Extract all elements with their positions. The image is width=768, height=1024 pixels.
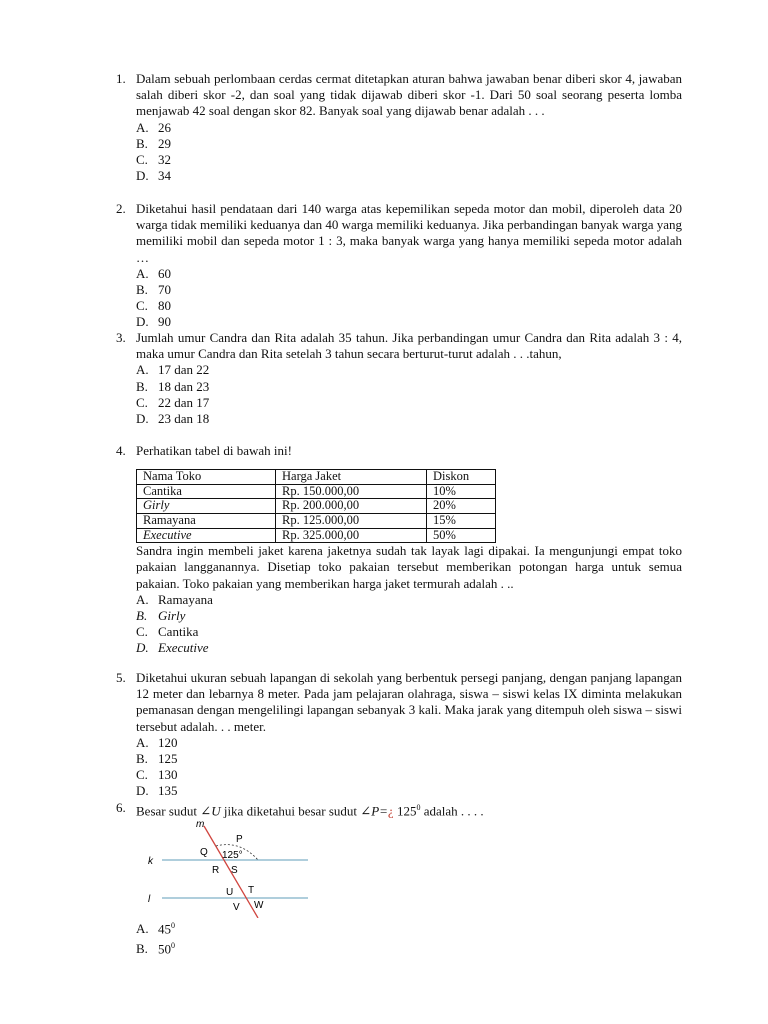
question-number: 2. xyxy=(116,201,126,216)
option-b: B. 18 dan 23 xyxy=(136,378,210,394)
option-c: C. 130 xyxy=(136,767,178,783)
option-a: A. Ramayana xyxy=(136,591,213,607)
question-stem: Besar sudut ∠U jika diketahui besar sudut ∠P=¿ $125^0$ adalah . . . . xyxy=(136,803,484,819)
table-cell: 20% xyxy=(427,499,496,514)
column-header: Diskon xyxy=(427,470,496,485)
option-d: D. 135 xyxy=(136,783,178,799)
table-cell: Rp. 125.000,00 xyxy=(276,513,427,528)
label-m: m xyxy=(196,819,205,830)
table-cell: Girly xyxy=(137,499,276,514)
label-v: V xyxy=(233,902,240,913)
column-header: Harga Jaket xyxy=(276,470,427,485)
option-b: B. $50^0$ xyxy=(136,940,175,956)
question-3 xyxy=(116,330,682,427)
question-1 xyxy=(116,71,682,184)
question-stem: Perhatikan tabel di bawah ini! xyxy=(136,443,292,458)
question-number: 6. xyxy=(116,800,126,815)
label-t: T xyxy=(248,885,255,896)
label-p: P xyxy=(236,834,243,845)
label-r: R xyxy=(212,865,220,876)
table-cell: 15% xyxy=(427,513,496,528)
question-2 xyxy=(116,201,682,331)
table-cell: Rp. 150.000,00 xyxy=(276,484,427,499)
table-row xyxy=(137,499,496,514)
table-cell: Executive xyxy=(137,528,276,543)
option-d: D. 23 dan 18 xyxy=(136,411,210,427)
option-a: A. 120 xyxy=(136,734,178,750)
table-header-row xyxy=(137,470,496,485)
option-a: A. $45^0$ xyxy=(136,921,175,937)
option-b: B. 70 xyxy=(136,282,171,298)
table-cell: Cantika xyxy=(137,484,276,499)
question-stem: Jumlah umur Candra dan Rita adalah 35 tahun. Jika perbandingan umur Candra dan Rita adalah 3 : 4, maka umur Candra dan Rita setelah 3 tahun secara berturut-turut adalah . . .tahun, xyxy=(136,330,682,362)
option-c: C. 32 xyxy=(136,152,171,168)
table-cell: 10% xyxy=(427,484,496,499)
parallel-lines-figure xyxy=(140,818,315,918)
question-number: 5. xyxy=(116,670,126,685)
question-number: 4. xyxy=(116,443,126,458)
question-6-options xyxy=(116,918,682,957)
option-d: D. 90 xyxy=(136,314,171,330)
table-cell: Ramayana xyxy=(137,513,276,528)
option-d: D. Executive xyxy=(136,640,209,656)
table-row xyxy=(137,484,496,499)
option-c: C. 80 xyxy=(136,298,171,314)
option-d: D. 34 xyxy=(136,168,171,184)
table-cell: 50% xyxy=(427,528,496,543)
column-header: Nama Toko xyxy=(137,470,276,485)
question-number: 3. xyxy=(116,330,126,345)
question-number: 1. xyxy=(116,71,126,86)
option-c: C. 22 dan 17 xyxy=(136,394,210,410)
label-k: k xyxy=(148,856,153,867)
table-cell: Rp. 200.000,00 xyxy=(276,499,427,514)
question-stem: Dalam sebuah perlombaan cerdas cermat ditetapkan aturan bahwa jawaban benar diberi skor 4, jawaban salah diberi skor -2, dan soal yang tidak dijawab diberi skor -1. Dari 50 soal seorang peserta lomba menjawab 42 soal dengan skor 82. Banyak soal yang dijawab benar adalah . . . xyxy=(136,71,682,119)
option-a: A. 26 xyxy=(136,119,171,135)
label-q: Q xyxy=(200,847,208,858)
question-stem: Diketahui hasil pendataan dari 140 warga atas kepemilikan sepeda motor dan mobil, diperoleh data 20 warga tidak memiliki keduanya dan 40 warga memiliki keduanya. Jika perbandingan banyak warga yang memiliki mobil dan sepeda motor 1 : 3, maka banyak warga yang hanya memiliki sepeda motor adalah … xyxy=(136,201,682,265)
question-4 xyxy=(116,443,682,657)
question-text: Sandra ingin membeli jaket karena jaketnya sudah tak layak lagi dipakai. Ia mengunjungi empat toko pakaian langganannya. Disetiap toko pakaian tersebut memberikan potongan harga untuk semua pakaian. Toko pakaian yang memberikan harga jaket termurah adalah . .. xyxy=(136,543,682,591)
angle-label: 125° xyxy=(222,850,243,861)
table-cell: Rp. 325.000,00 xyxy=(276,528,427,543)
option-b: B. Girly xyxy=(136,607,186,623)
option-b: B. 125 xyxy=(136,751,178,767)
question-stem: Diketahui ukuran sebuah lapangan di sekolah yang berbentuk persegi panjang, dengan panjang lapangan 12 meter dan lebarnya 8 meter. Pada jam pelajaran olahraga, siswa – siswi kelas IX diminta melakukan pemanasan dengan mengelilingi lapangan sebanyak 3 kali. Maka jarak yang ditempuh oleh siswa – siswi tersebut adalah. . . meter. xyxy=(136,670,682,734)
option-a: A. 17 dan 22 xyxy=(136,362,210,378)
option-a: A. 60 xyxy=(136,265,171,281)
store-table xyxy=(136,469,496,543)
question-6 xyxy=(116,800,682,820)
label-s: S xyxy=(231,865,238,876)
option-c: C. Cantika xyxy=(136,624,199,640)
label-l: l xyxy=(148,894,151,905)
question-5 xyxy=(116,670,682,800)
label-u: U xyxy=(226,887,234,898)
table-row xyxy=(137,513,496,528)
table-row xyxy=(137,528,496,543)
label-w: W xyxy=(254,900,264,911)
option-b: B. 29 xyxy=(136,135,171,151)
